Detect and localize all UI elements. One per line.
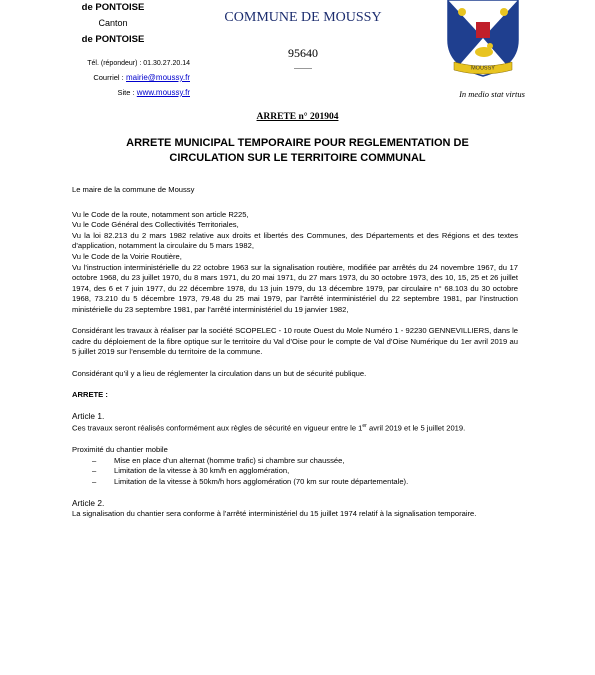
- header-left-block: [28, 0, 198, 46]
- list-item: – Limitation de la vitesse à 50km/h hors agglomération (70 km sur route départementale).: [72, 477, 518, 488]
- article-1-text: [72, 421, 518, 434]
- proximite-heading: Proximité du chantier mobile: [72, 445, 168, 455]
- list-item: – Limitation de la vitesse à 30 km/h en agglomération,: [72, 466, 518, 477]
- arrondissement-line: de PONTOISE: [81, 2, 145, 13]
- vu-item: Vu le Code Général des Collectivités Territoriales,: [72, 220, 239, 230]
- phone-line: Tél. (répondeur) : 01.30.27.20.14: [87, 60, 190, 67]
- moussy-coat-of-arms-icon: [440, 0, 526, 78]
- vu-item: Vu le Code de la Voirie Routière,: [72, 251, 182, 261]
- list-item: – Mise en place d’un alternat (homme trafic) si chambre sur chaussée,: [72, 456, 518, 467]
- postal-code: 95640: [288, 46, 318, 60]
- vu-item: Vu le Code de la route, notamment son article R225,: [72, 209, 249, 219]
- crest-banner-text: MOUSSY: [471, 65, 495, 72]
- commune-title: COMMUNE DE MOUSSY: [224, 10, 382, 25]
- motto: In medio stat virtus: [459, 89, 525, 99]
- document-body: [72, 185, 518, 519]
- considerant-paragraph-2: Considérant qu’il y a lieu de réglementer la circulation dans un but de sécurité publique.: [72, 368, 367, 378]
- email-line: [30, 73, 190, 82]
- canton-name: de PONTOISE: [81, 34, 145, 45]
- article-2-title: Article 2.: [72, 498, 105, 509]
- arrete-number: ARRETE n° 201904: [256, 112, 339, 122]
- article-1-text-end: avril 2019 et le 5 juillet 2019.: [366, 424, 466, 433]
- document-title: [0, 136, 595, 166]
- website-line: [30, 88, 190, 97]
- considerant-paragraph-1: Considérant les travaux à réaliser par la société SCOPELEC - 10 route Ouest du Mole Numéro 1 - 92230 GENNEVILLIERS, dans le cadre du déploiement de la fibre optique sur le territoire du Val d’Oise pour le compte de Val d’Oise Numérique du 1er avril 2019 au 5 juillet 2019 sur l’ensemble du territoire de la commune.: [72, 326, 518, 357]
- intro-paragraph: Le maire de la commune de Moussy: [72, 185, 195, 194]
- article-2-text: La signalisation du chantier sera conforme à l’arrêté interministériel du 15 juillet 1974 relatif à la signalisation temporaire.: [72, 508, 477, 518]
- canton-label: Canton: [98, 18, 128, 28]
- arrete-label: ARRETE :: [72, 389, 108, 399]
- article-1-title: Article 1.: [72, 410, 105, 421]
- postal-divider: [294, 68, 312, 69]
- vu-item: Vu l’instruction interministérielle du 22 octobre 1963 sur la signalisation routière, modifiée par arrêtés du 24 novembre 1967, du 17 octobre 1968, du 23 juillet 1970, du 8 mars 1971, du 20 mai 1971, du 27 mars 1973, du 30 octobre 1973, des 10, 15, 25 et 26 juillet 1974, des 6 et 7 juin 1977, du 22 décembre 1978, du 13 juin 1979, du 13 décembre 1979, par circulaire n° 68.103 du 30 octobre 1968, 73.210 du 5 décembre 1973, 79.48 du 25 mai 1979, par l’arrêté interministériel du 22 septembre 1981, par l’instruction ministérielle du 23 septembre 1981, par l’arrêté interministériel du 19 janvier 1982,: [72, 262, 518, 314]
- vu-item: Vu la loi 82.213 du 2 mars 1982 relative aux droits et libertés des Communes, des Départements et des Régions et des textes d’application, notamment la circulaire du 5 mars 1982,: [72, 230, 518, 251]
- website-label: Site :: [117, 88, 135, 97]
- article-1-text-start: Ces travaux seront réalisés conformément aux règles de sécurité en vigueur entre le 1: [72, 424, 363, 433]
- measures-list: [72, 456, 518, 488]
- title-line-1: ARRETE MUNICIPAL TEMPORAIRE POUR REGLEMENTATION DE: [126, 137, 469, 149]
- article-1-superscript: er: [362, 423, 367, 430]
- email-label: Courriel :: [93, 73, 124, 82]
- website-link[interactable]: www.moussy.fr: [136, 88, 190, 97]
- email-link[interactable]: mairie@moussy.fr: [126, 73, 190, 82]
- title-line-2: CIRCULATION SUR LE TERRITOIRE COMMUNAL: [169, 152, 426, 164]
